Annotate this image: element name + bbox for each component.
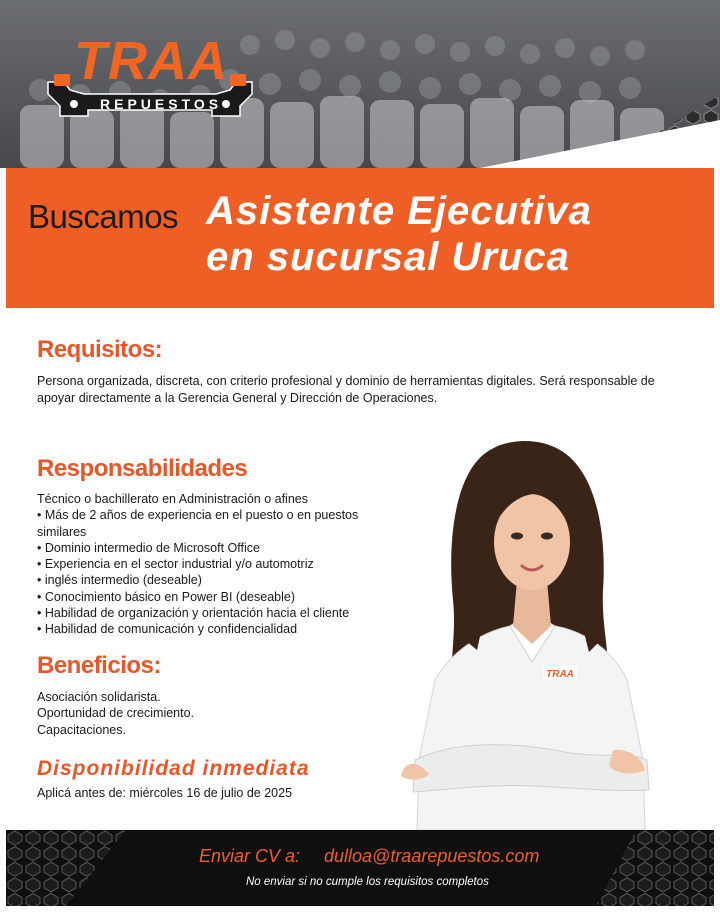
list-item: Capacitaciones. [37,722,126,737]
requirements-text: Persona organizada, discreta, con criterio profesional y dominio de herramientas digitales. Será responsable de apoyar directamente a la Gerencia General y Dirección de Operaciones. [37,374,655,405]
availability-text: Disponibilidad inmediata [37,757,310,780]
benefits-heading: Beneficios: [37,652,161,679]
contact-email-link[interactable]: dulloa@traarepuestos.com [324,846,540,866]
send-cv-label: Enviar CV a: [199,846,301,866]
svg-text:TRAA: TRAA [546,669,574,680]
list-item: Técnico o bachillerato en Administración o afines [37,492,308,506]
list-item: • inglés intermedio (deseable) [37,573,202,588]
list-item: • Dominio intermedio de Microsoft Office [37,540,260,555]
list-item: • Experiencia en el sector industrial y/o automotriz [37,557,314,572]
list-item: • Habilidad de comunicación y confidencialidad [37,622,298,637]
woman-photo-icon [395,430,665,830]
banner-lead: Buscamos [28,198,179,235]
benefits-list [37,689,397,738]
job-title-line-1: Asistente Ejecutiva [206,189,592,233]
list-item: • Más de 2 años de experiencia en el puesto o en puestos similares [37,508,359,539]
logo-wordmark: TRAA [74,31,228,91]
hexagon-pattern-icon [6,830,714,906]
logo-subtitle: REPUESTOS [100,96,223,112]
job-title-banner [6,168,714,308]
job-title-line-2: en sucursal Uruca [206,235,570,279]
deadline-text: Aplicá antes de: miércoles 16 de julio de 2025 [37,786,293,800]
list-item: Oportunidad de crecimiento. [37,706,195,721]
list-item: • Habilidad de organización y orientación hacia el cliente [37,606,350,621]
footer-contact-bar [6,830,714,906]
requirements-heading: Requisitos: [37,336,163,363]
job-title [206,188,706,280]
responsibilities-heading: Responsabilidades [37,455,248,482]
list-item: Asociación solidarista. [37,690,161,704]
brand-logo[interactable] [44,30,256,122]
header-team-photo [0,0,720,168]
list-item: • Conocimiento básico en Power BI (deseable) [37,589,295,604]
footer-note: No enviar si no cumple los requisitos completos [246,876,489,888]
responsibilities-list [37,491,397,638]
